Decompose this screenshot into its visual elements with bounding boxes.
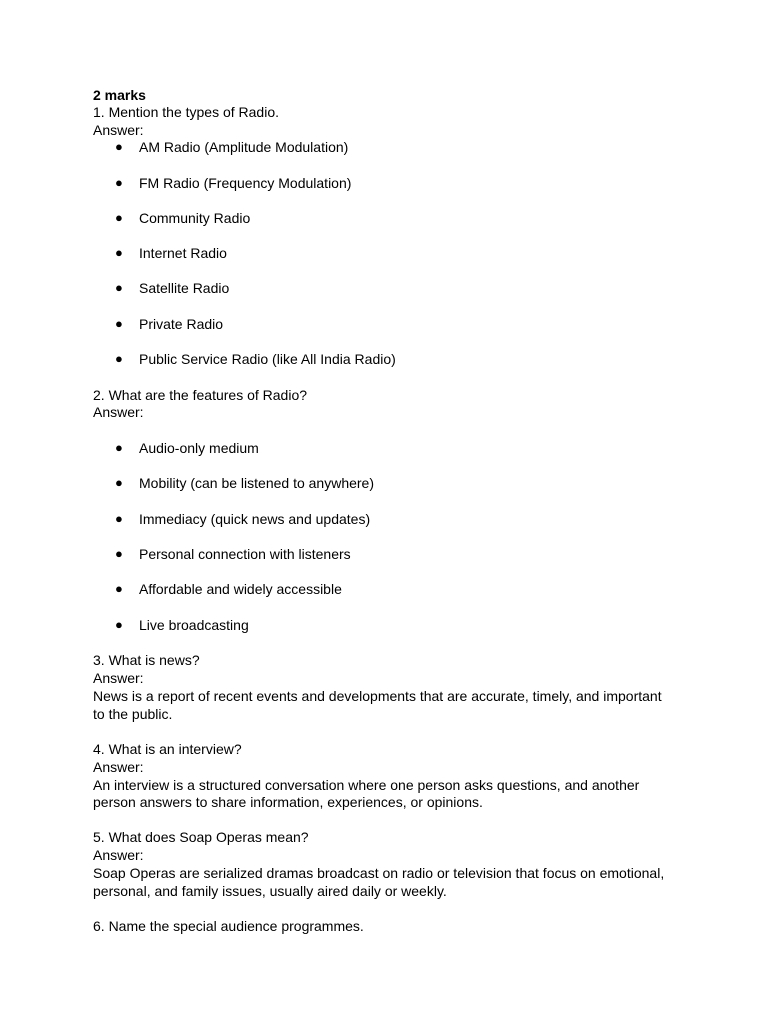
bullet-icon: ● (115, 511, 123, 526)
question-5: 5. What does Soap Operas mean? (93, 829, 309, 845)
bullet-icon: ● (115, 245, 123, 260)
bullet-icon: ● (115, 316, 123, 331)
answer-label-3: Answer: (93, 670, 144, 686)
bullet-icon: ● (115, 581, 123, 596)
document-page: 2 marks 1. Mention the types of Radio. Answer: ● AM Radio (Amplitude Modulation) ● FM Radio (Frequency Modulation) ● Community Radio ● Internet Radio ● Satellite Radio ● Private Radio ● Public Service Radio (like All India Radio) 2. What are the features of Radio? Answer: ● Audio-only medium ● Mobility (can be listened to anywhere) ● Immediacy (quick news and updates) ● Personal connection with listeners ● Affordable and widely accessible ● Live broadcasting 3. What is news? Answer: News is a report of recent events and developments that are accurate, timely, and important to the public. 4. What is an interview? Answer: An interview is a structured conversation where one person asks questions, and another person answers to share information, experiences, or opinions. 5. What does Soap Operas mean? Answer: Soap Operas are serialized dramas broadcast on radio or television that focus on emotional, personal, and family issues, usually aired daily or weekly. 6. Name the special audience programmes. (0, 0, 768, 1024)
bullet-icon: ● (115, 139, 123, 154)
answer-text-3: News is a report of recent events and developments that are accurate, timely, and important (93, 688, 662, 704)
answer-label-4: Answer: (93, 759, 144, 775)
bullet-icon: ● (115, 175, 123, 190)
question-2: 2. What are the features of Radio? (93, 387, 308, 403)
answer-label-5: Answer: (93, 847, 144, 863)
bullet-icon: ● (115, 617, 123, 632)
question-6: 6. Name the special audience programmes. (93, 918, 364, 934)
question-1: 1. Mention the types of Radio. (93, 104, 279, 120)
answer-text-5: Soap Operas are serialized dramas broadcast on radio or television that focus on emotional, (93, 865, 665, 881)
question-4: 4. What is an interview? (93, 741, 242, 757)
bullet-icon: ● (115, 475, 123, 490)
section-heading: 2 marks (93, 87, 146, 103)
answer-text-5: personal, and family issues, usually aired daily or weekly. (93, 883, 447, 899)
answer-text-3: to the public. (93, 706, 173, 722)
bullet-icon: ● (115, 280, 123, 295)
answer-label-2: Answer: (93, 404, 144, 420)
bullet-icon: ● (115, 210, 123, 225)
bullet-icon: ● (115, 546, 123, 561)
bullet-icon: ● (115, 351, 123, 366)
bullet-icon: ● (115, 440, 123, 455)
answer-label-1: Answer: (93, 122, 144, 138)
answer-text-4: An interview is a structured conversation where one person asks questions, and another (93, 777, 640, 793)
question-3: 3. What is news? (93, 652, 200, 668)
answer-text-4: person answers to share information, experiences, or opinions. (93, 794, 483, 810)
